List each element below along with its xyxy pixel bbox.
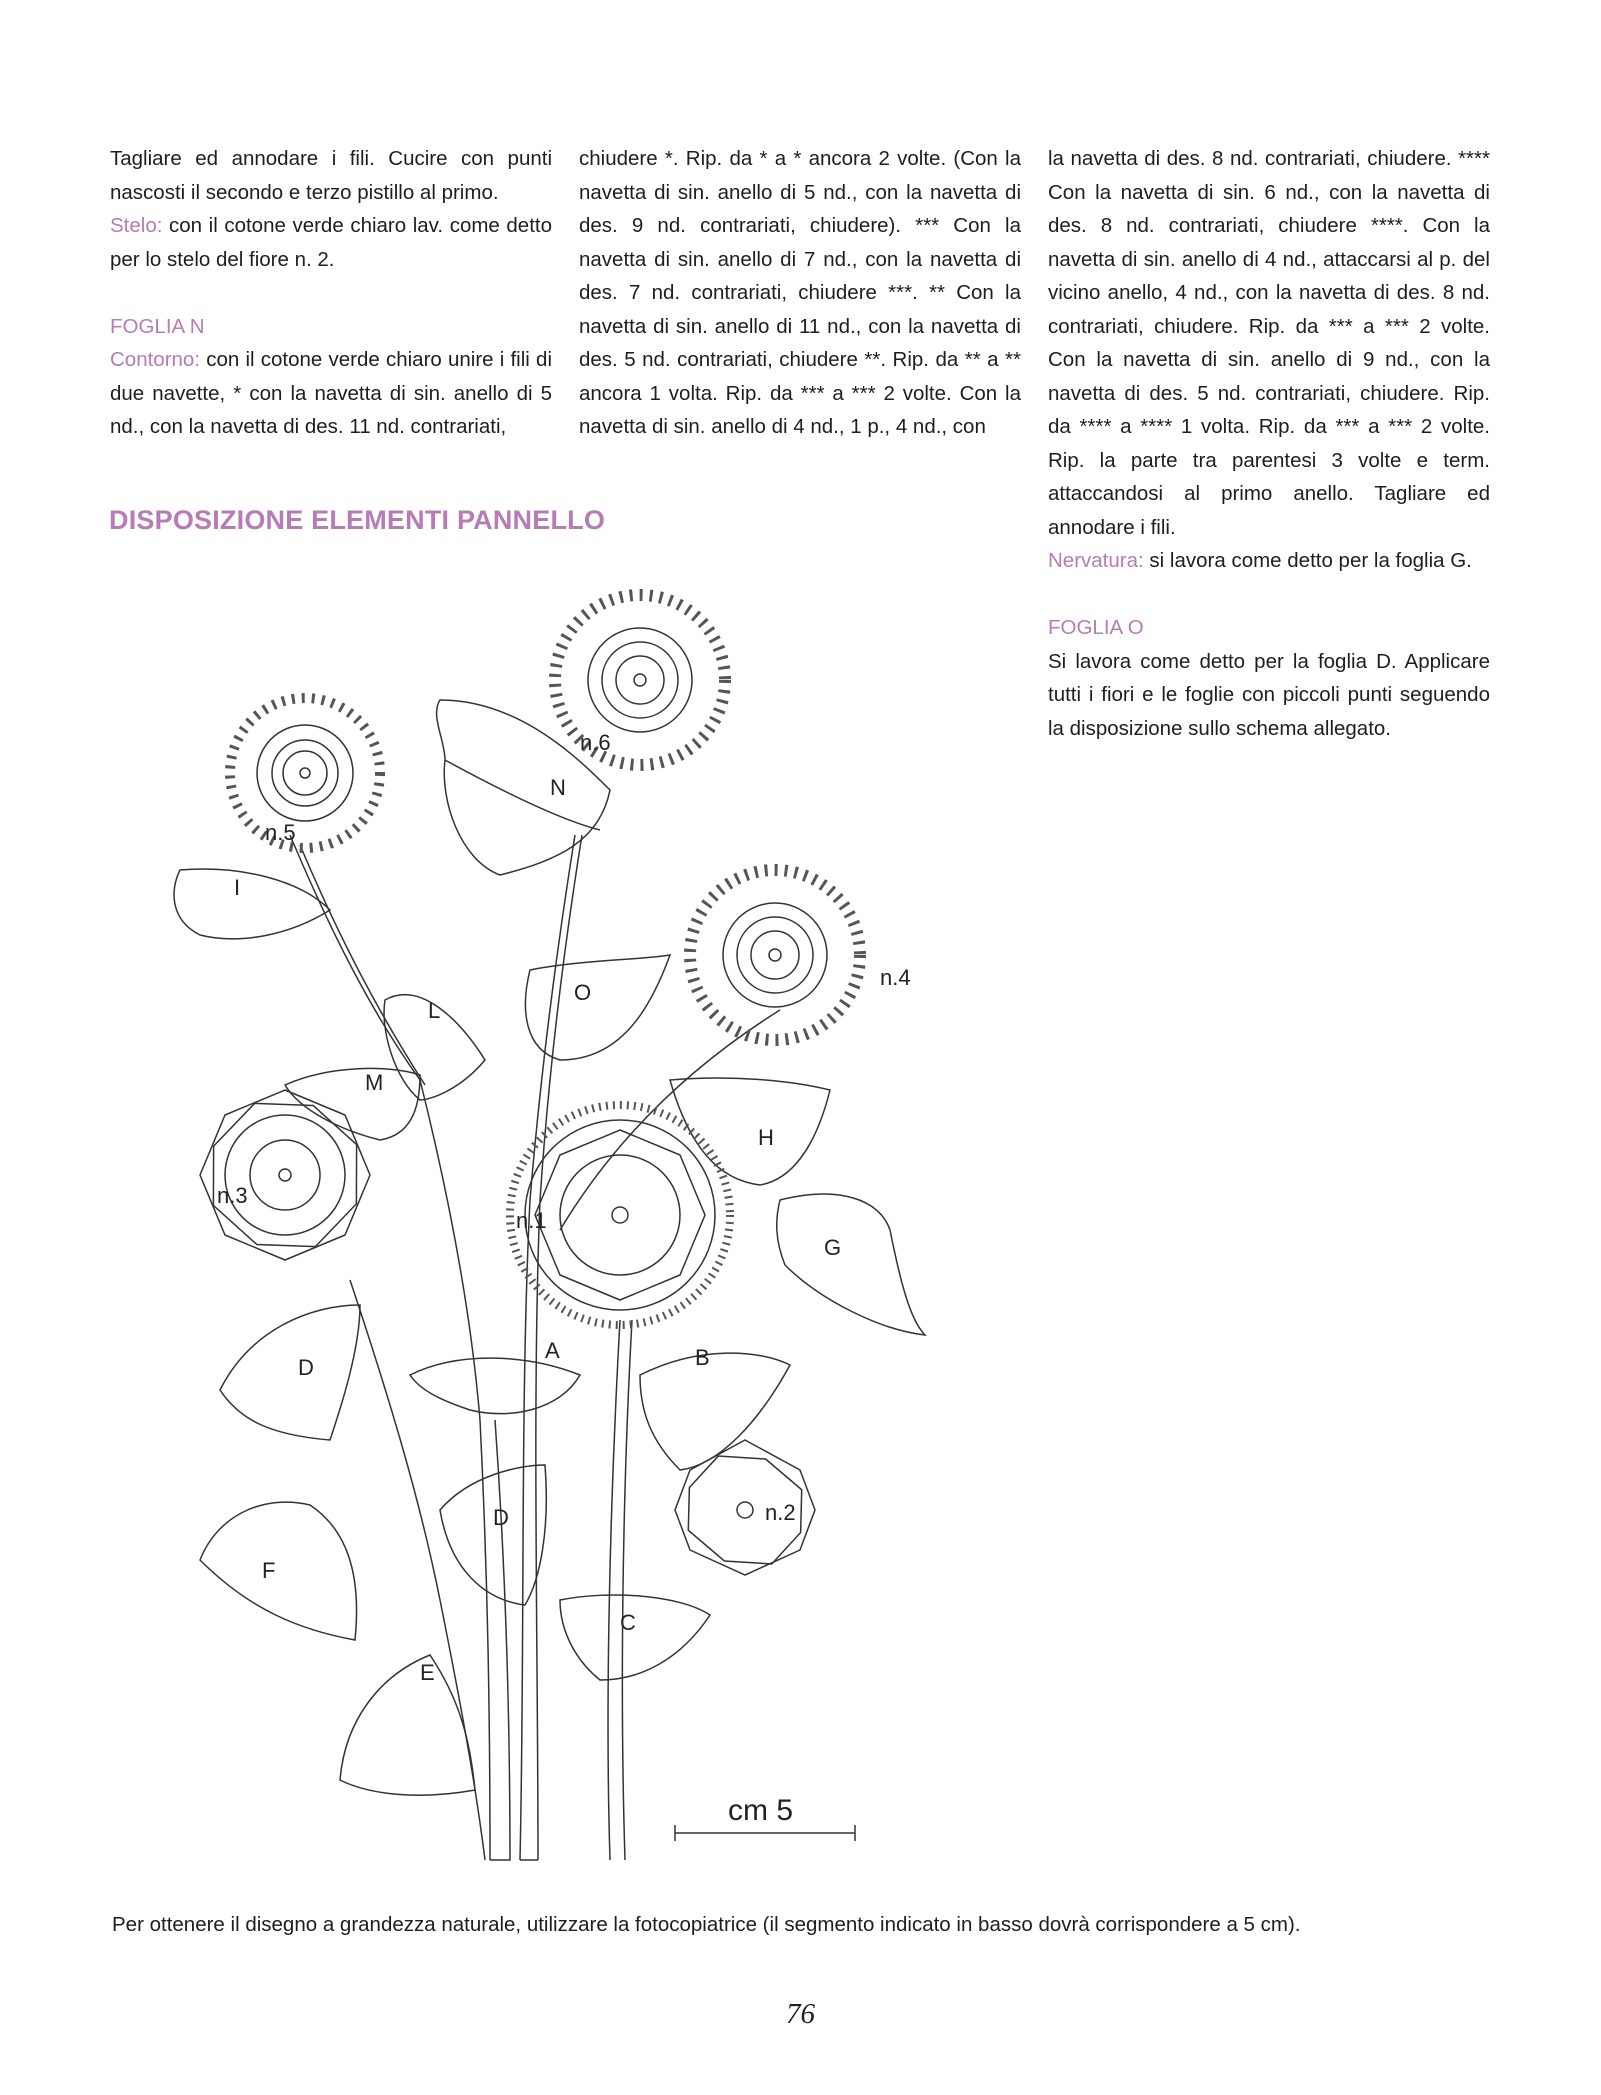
- flower-n5: [230, 698, 380, 848]
- leaf-label: H: [758, 1125, 774, 1150]
- leaf-label: D: [298, 1355, 314, 1380]
- subheading: FOGLIA N: [110, 314, 205, 338]
- leaf-label: F: [262, 1558, 276, 1583]
- leaf-label: C: [620, 1610, 636, 1635]
- paragraph: chiudere *. Rip. da * a * ancora 2 volte. (Con la navetta di sin. anello di 5 nd., con la navetta di des. 9 nd. contrariati, chiudere). *** Con la navetta di sin. anello di 7 nd., con la navetta di des. 7 nd. contrariati, chiudere ***. ** Con la navetta di sin. anello di 11 nd., con la navetta di des. 5 nd. contrariati, chiudere **. Rip. da ** a ** ancora 1 volta. Rip. da *** a *** 2 volte. Con la navetta di sin. anello di 4 nd., 1 p., 4 nd., con: [579, 147, 1021, 438]
- leaf-G: [777, 1194, 925, 1335]
- leaves: [174, 700, 925, 1795]
- flower-n4: [690, 870, 860, 1040]
- page-number: 76: [786, 1998, 815, 2030]
- leaf-N: [437, 700, 610, 875]
- section-title: DISPOSIZIONE ELEMENTI PANNELLO: [109, 505, 606, 535]
- paragraph: la navetta di des. 8 nd. contrariati, chiudere. **** Con la navetta di sin. 6 nd., con la navetta di des. 8 nd. contrariati, chiudere ****. Con la navetta di sin. anello di 4 nd., attaccarsi al p. del vicino anello, 4 nd., con la navetta di des. 8 nd. contrariati, chiudere. Rip. da *** a *** 2 volte. Con la navetta di sin. anello di 9 nd., con la navetta di des. 5 nd. contrariati, chiudere. Rip. da **** a **** 1 volta. Rip. da *** a *** 2 volte. Rip. la parte tra parentesi 3 volte e term. attaccandosi al primo anello. Tagliare ed annodare i fili.: [1048, 147, 1490, 539]
- leaf-label: N: [550, 775, 566, 800]
- leaf-label: L: [428, 998, 441, 1023]
- flower-label: n.5: [265, 820, 296, 845]
- leaf-label: O: [574, 980, 592, 1005]
- leaf-D-left: [220, 1305, 360, 1440]
- leaf-O: [525, 955, 670, 1060]
- leaf-C: [560, 1595, 710, 1680]
- flower-label: n.2: [765, 1500, 796, 1525]
- leaf-M: [285, 1068, 420, 1140]
- flower-label: n.6: [580, 730, 611, 755]
- leaf-D-center: [440, 1465, 546, 1605]
- scale-bar: [675, 1825, 855, 1841]
- leaf-I: [174, 869, 330, 939]
- paragraph: Si lavora come detto per la foglia D. Applicare tutti i fiori e le foglie con piccoli punti seguendo la disposizione sullo schema allegato.: [1048, 649, 1490, 740]
- term-label: Stelo:: [110, 214, 163, 237]
- leaf-H: [670, 1078, 830, 1185]
- flower-label: n.3: [217, 1183, 248, 1208]
- paragraph: Tagliare ed annodare i fili. Cucire con punti nascosti il secondo e terzo pistillo al primo.: [110, 147, 552, 204]
- subheading: FOGLIA O: [1048, 616, 1144, 639]
- leaf-F: [200, 1502, 357, 1640]
- scale-label: cm 5: [728, 1794, 794, 1827]
- leaf-label: I: [234, 875, 241, 900]
- figure-caption: Per ottenere il disegno a grandezza naturale, utilizzare la fotocopiatrice (il segmento indicato in basso dovrà corrispondere a 5 cm).: [112, 1913, 1301, 1936]
- leaf-label: M: [365, 1070, 384, 1095]
- leaf-label: D: [493, 1505, 509, 1530]
- flower-label: n.4: [880, 965, 911, 990]
- flower-n2: [669, 1437, 821, 1584]
- flower-n3: [186, 1077, 385, 1274]
- term-label: Nervatura:: [1048, 549, 1144, 572]
- leaf-label: B: [695, 1345, 710, 1370]
- leaf-A: [410, 1358, 580, 1414]
- term-label: Contorno:: [110, 348, 201, 371]
- leaf-label: G: [824, 1235, 842, 1260]
- paragraph-text: con il cotone verde chiaro lav. come detto per lo stelo del fiore n. 2.: [110, 214, 552, 271]
- paragraph-text: con il cotone verde chiaro unire i fili di due navette, * con la navetta di sin. anello di 5 nd., con la navetta di des. 11 nd. contrariati,: [110, 348, 552, 438]
- flower-label: n.1: [516, 1208, 547, 1233]
- leaf-label: A: [545, 1338, 560, 1363]
- leaf-label: E: [420, 1660, 435, 1685]
- paragraph-text: si lavora come detto per la foglia G.: [1143, 549, 1472, 572]
